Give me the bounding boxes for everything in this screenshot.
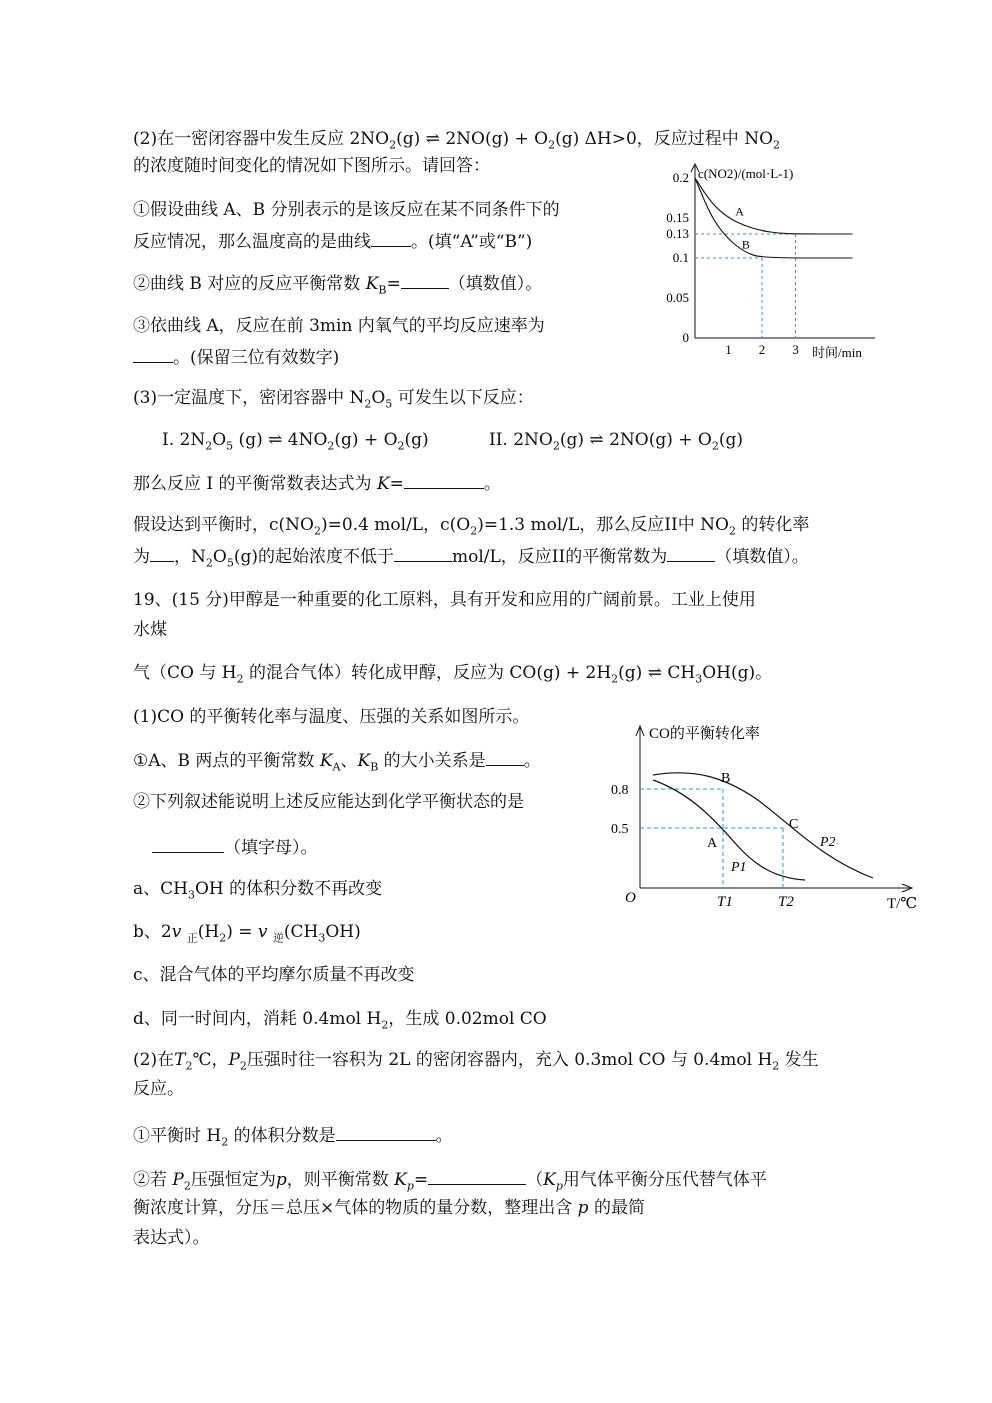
option-b: b、2v $_正(H_2) = v$ $_逆(CH_3OH)$ <box>133 922 361 945</box>
q19-part2-line1: (2)在$T_2℃$，$P_2$压强时往一容积为 2L 的密闭容器内，充入 0.3mol CO 与 0.4mol $H_2$ 发生 <box>133 1050 819 1073</box>
chart2-xlabel: T/℃ <box>887 896 918 912</box>
q2-item1-line2: 反应情况，那么温度高的是曲线 。(填“A”或“B”) <box>133 228 532 254</box>
origin-label: O <box>625 890 636 906</box>
answer-blank[interactable] <box>371 228 411 247</box>
q19-header: 19、(15 分)甲醇是一种重要的化工原料，具有开发和应用的广阔前景。工业上使用 <box>133 590 756 610</box>
q3-k-expression: 那么反应 I 的平衡常数表达式为 K= 。 <box>133 470 501 496</box>
ytick-0.8: 0.8 <box>611 783 629 798</box>
q2-item2: ②曲线 B 对应的反应平衡常数 $K_B=$ （填数值）。 <box>133 270 542 296</box>
answer-blank[interactable] <box>133 344 173 363</box>
q19-reaction: 气（CO 与 $H_2$ 的混合气体）转化成甲醇，反应为 $CO(g) + 2H_2(g)$ ⇌ $CH_3OH(g)$。 <box>133 663 773 686</box>
no2-concentration-chart <box>640 158 890 368</box>
q19-part2-item2-line2: 衡浓度计算，分压＝总压×气体的物质的量分数，整理出含 p 的最简 <box>133 1198 645 1218</box>
ytick-0.05: 0.05 <box>666 290 689 305</box>
q19-part1-item2: ②下列叙述能说明上述反应能达到化学平衡状态的是 <box>133 792 524 812</box>
answer-blank[interactable] <box>404 470 484 489</box>
co-conversion-chart <box>605 718 925 918</box>
q19-part2-item1: ①平衡时 $H_2$ 的体积分数是 。 <box>133 1122 453 1148</box>
chart2-axes <box>636 726 912 892</box>
point-c-label: C <box>789 817 799 832</box>
q3-reaction-2: II. $2NO_2(g)$ ⇌ $2NO(g) + O_2(g)$ <box>489 430 743 453</box>
xtick-1: 1 <box>725 342 732 357</box>
answer-blank[interactable] <box>336 1122 436 1141</box>
q2-item3-line2: 。(保留三位有效数字) <box>133 344 339 370</box>
q19-part2-line2: 反应。 <box>133 1079 184 1099</box>
xtick-2: 2 <box>758 342 766 357</box>
series-a-curve <box>695 178 852 234</box>
q19-header-line2: 水煤 <box>133 620 167 640</box>
ytick-0.2: 0.2 <box>672 170 689 185</box>
series-b-curve <box>695 178 852 258</box>
ytick-0.1: 0.1 <box>672 250 689 265</box>
series-b-label: B <box>741 237 750 252</box>
answer-blank[interactable] <box>394 543 452 562</box>
ytick-0.15: 0.15 <box>666 210 689 225</box>
q3-condition-line1: 假设达到平衡时，$c(NO_2)=0.4$ mol/L，$c(O_2)=1.3$ mol/L，那么反应II中 $NO_2$ 的转化率 <box>133 515 810 538</box>
series-a-label: A <box>735 204 744 219</box>
q19-part2-item2-line1: ②若 $P_2$压强恒定为p，则平衡常数 $K_p= (K_p$用气体平衡分压代替气体平 <box>133 1166 767 1192</box>
series-p1-curve <box>653 780 805 880</box>
q2-item3-line1: ③依曲线 A，反应在前 3min 内氧气的平均反应速率为 <box>133 316 545 336</box>
chart1-xlabel: 时间/min <box>812 345 862 360</box>
chart1-axes <box>691 164 875 338</box>
point-a-label: A <box>707 836 718 851</box>
option-a: a、$CH_3OH$ 的体积分数不再改变 <box>133 879 383 902</box>
option-c: c、混合气体的平均摩尔质量不再改变 <box>133 965 415 985</box>
series-p2-label: P2 <box>820 835 836 850</box>
q19-part1-item2-answer: （填字母）。 <box>152 834 318 860</box>
ytick-0.5: 0.5 <box>611 822 629 837</box>
q3-reaction-1: I. $2N_2O_5$ (g) ⇌ $4NO_2(g) + O_2(g)$ <box>162 430 429 453</box>
xtick-t2: T2 <box>778 894 794 910</box>
q19-part1-item1: ①A、B 两点的平衡常数 $K_A$、$K_B$ 的大小关系是 。 <box>133 747 541 773</box>
q3-condition-line2: 为 ，$N_2O_5(g)$的起始浓度不低于 mol/L，反应II的平衡常数为 （填数值）。 <box>133 543 809 569</box>
answer-blank[interactable] <box>152 834 224 853</box>
xtick-3: 3 <box>792 342 799 357</box>
chart1-ylabel: c(NO2)/(mol·L-1) <box>698 166 794 181</box>
q3-intro: (3)一定温度下，密闭容器中 $N_2O_5$ 可发生以下反应： <box>133 388 534 411</box>
option-d: d、同一时间内，消耗 0.4mol $H_2$，生成 0.02mol CO <box>133 1009 547 1032</box>
answer-blank[interactable] <box>401 270 449 289</box>
xtick-t1: T1 <box>717 894 733 910</box>
q2-item1-line1: ①假设曲线 A、B 分别表示的是该反应在某不同条件下的 <box>133 200 560 220</box>
ytick-0.13: 0.13 <box>666 226 689 241</box>
ytick-0: 0 <box>682 330 689 345</box>
point-b-label: B <box>721 771 731 786</box>
answer-blank[interactable] <box>428 1166 526 1185</box>
answer-blank[interactable] <box>486 747 524 766</box>
answer-blank[interactable] <box>150 543 174 562</box>
answer-blank[interactable] <box>667 543 715 562</box>
q19-part1: (1)CO 的平衡转化率与温度、压强的关系如图所示。 <box>133 707 530 727</box>
q19-part2-item2-line3: 表达式）。 <box>133 1228 210 1248</box>
q2-line2: 的浓度随时间变化的情况如下图所示。请回答： <box>133 156 490 176</box>
q2-line1: (2)在一密闭容器中发生反应 $2NO_2(g)$ ⇌ $2NO(g) + O_2(g)$ ΔH>0，反应过程中 $NO_2$ <box>133 129 781 152</box>
chart2-ylabel: CO的平衡转化率 <box>649 726 760 742</box>
series-p1-label: P1 <box>731 860 747 875</box>
